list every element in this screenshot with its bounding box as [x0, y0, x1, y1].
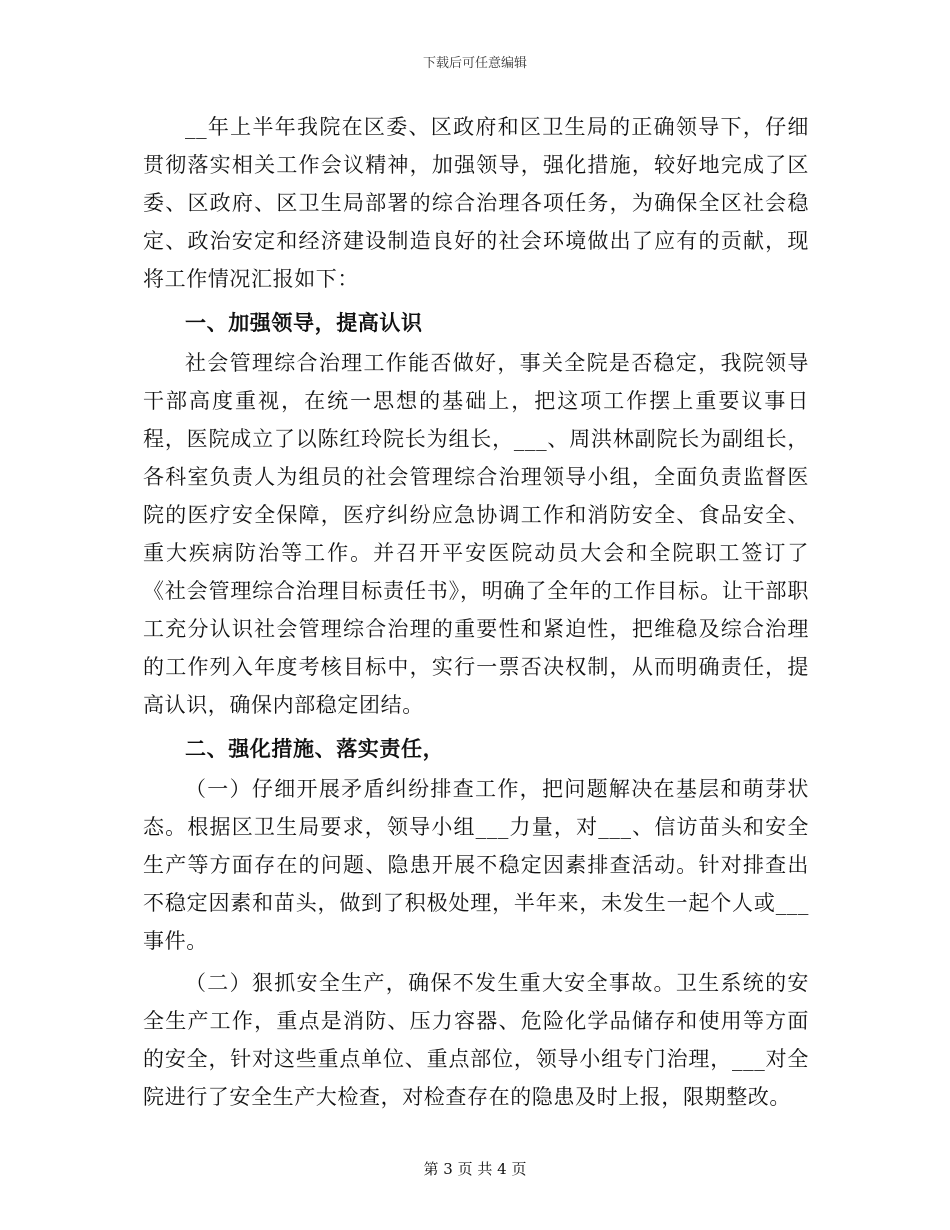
section-2-paragraph-1: （一）仔细开展矛盾纠纷排查工作，把问题解决在基层和萌芽状态。根据区卫生局要求，领导小组___力量，对___、信访苗头和安全生产等方面存在的问题、隐患开展不稳定因素排查活动。针对排查出不稳定因素和苗头，做到了积极处理，半年来，未发生一起个人或___事件。: [143, 777, 809, 953]
page-number: 第 3 页 共 4 页: [423, 1160, 527, 1178]
section-heading-2: 二、强化措施、落实责任，: [185, 737, 445, 761]
document-body: [143, 108, 809, 1116]
section-1-paragraph: 社会管理综合治理工作能否做好，事关全院是否稳定，我院领导干部高度重视，在统一思想的基础上，把这项工作摆上重要议事日程，医院成立了以陈红玲院长为组长，___、周洪林副院长为副组长，各科室负责人为组员的社会管理综合治理领导小组，全面负责监督医院的医疗安全保障，医疗纠纷应急协调工作和消防安全、食品安全、重大疾病防治等工作。并召开平安医院动员大会和全院职工签订了《社会管理综合治理目标责任书》，明确了全年的工作目标。让干部职工充分认识社会管理综合治理的重要性和紧迫性，把维稳及综合治理的工作列入年度考核目标中，实行一票否决权制，从而明确责任，提高认识，确保内部稳定团结。: [143, 351, 809, 717]
section-heading-1: 一、加强领导，提高认识: [185, 311, 423, 335]
section-2-paragraph-2: （二）狠抓安全生产，确保不发生重大安全事故。卫生系统的安全生产工作，重点是消防、压力容器、危险化学品储存和使用等方面的安全，针对这些重点单位、重点部位，领导小组专门治理，___对全院进行了安全生产大检查，对检查存在的隐患及时上报，限期整改。: [143, 971, 809, 1109]
intro-paragraph: __年上半年我院在区委、区政府和区卫生局的正确领导下，仔细贯彻落实相关工作会议精神，加强领导，强化措施，较好地完成了区委、区政府、区卫生局部署的综合治理各项任务，为确保全区社会稳定、政治安定和经济建设制造良好的社会环境做出了应有的贡献，现将工作情况汇报如下：: [143, 115, 809, 291]
page-header-note: 下载后可任意编辑: [422, 56, 527, 71]
